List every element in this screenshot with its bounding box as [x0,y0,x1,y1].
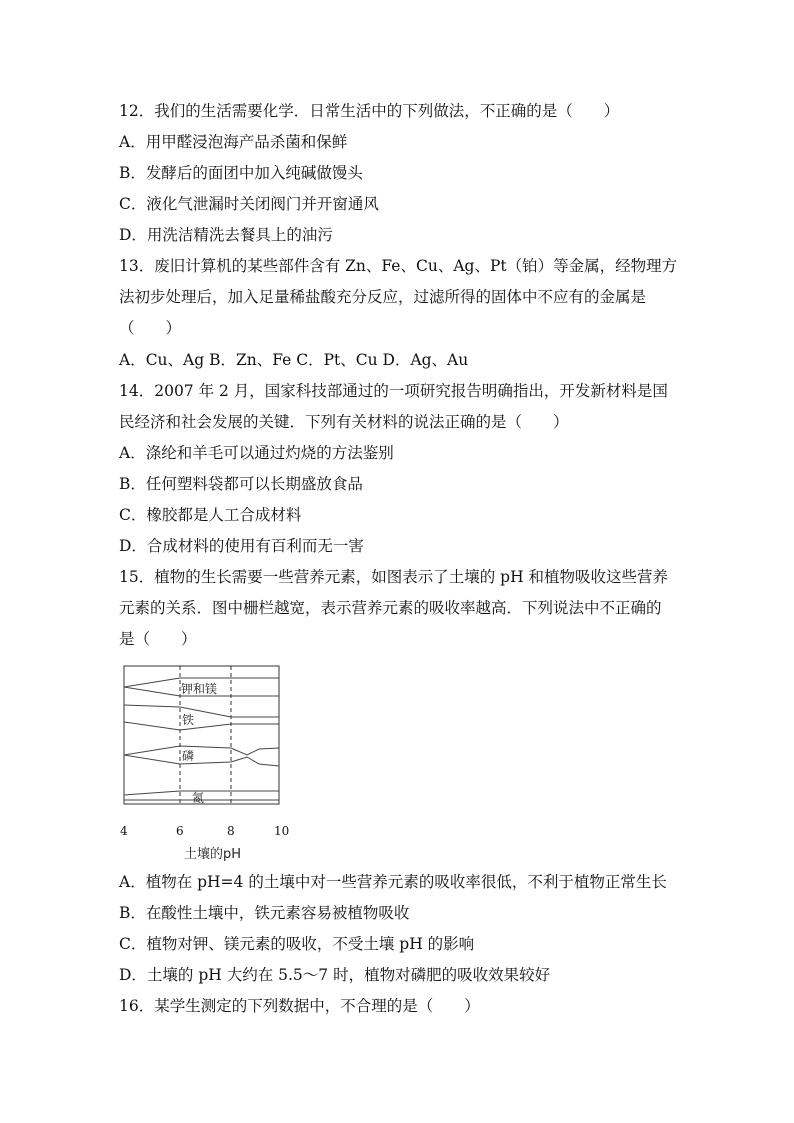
question-14-option-c: C．橡胶都是人工合成材料 [119,506,302,524]
band-label-k-mg: 钾和镁 [181,682,218,696]
question-14-option-a: A．涤纶和羊毛可以通过灼烧的方法鉴别 [119,444,394,462]
band-phosphorus [124,746,279,766]
question-15-option-d: D．土壤的 pH 大约在 5.5～7 时，植物对磷肥的吸收效果较好 [119,966,551,984]
question-14-stem-line-2: 民经济和社会发展的关键．下列有关材料的说法正确的是（ ） [119,413,569,431]
question-12-option-b: B．发酵后的面团中加入纯碱做馒头 [119,164,363,182]
band-label-fe: 铁 [182,713,195,727]
question-15-option-b: B．在酸性土壤中，铁元素容易被植物吸收 [119,904,410,922]
band-label-p: 磷 [182,749,195,763]
tick-4: 4 [120,824,128,838]
question-13-stem-line-3: （ ） [119,319,182,337]
tick-6: 6 [176,824,184,838]
band-iron [124,705,279,730]
ph-absorption-figure [114,660,304,865]
ph-absorption-diagram [114,660,304,865]
question-15-stem-line-2: 元素的关系．图中栅栏越宽，表示营养元素的吸收率越高．下列说法中不正确的 [119,599,662,617]
x-axis-label: 土壤的pH [184,847,242,862]
question-15-stem-line-3: 是（ ） [119,630,197,648]
question-16-stem: 16．某学生测定的下列数据中，不合理的是（ ） [119,997,480,1015]
tick-8: 8 [227,824,235,838]
question-13-stem-line-2: 法初步处理后，加入足量稀盐酸充分反应，过滤所得的固体中不应有的金属是 [119,288,647,306]
question-15-stem-line-1: 15．植物的生长需要一些营养元素，如图表示了土壤的 pH 和植物吸收这些营养 [119,568,669,586]
tick-10: 10 [274,824,290,838]
question-13-options: A．Cu、Ag B．Zn、Fe C．Pt、Cu D．Ag、Au [119,351,469,369]
question-12-option-a: A．用甲醛浸泡海产品杀菌和保鲜 [119,133,348,151]
band-nitrogen [124,791,279,805]
question-13-stem-line-1: 13．废旧计算机的某些部件含有 Zn、Fe、Cu、Ag、Pt（铂）等金属，经物理方 [119,257,678,275]
band-potassium-magnesium [124,678,279,696]
question-12-option-d: D．用洗洁精洗去餐具上的油污 [119,226,333,244]
question-12-stem: 12．我们的生活需要化学．日常生活中的下列做法，不正确的是（ ） [119,102,620,120]
question-14-stem-line-1: 14．2007 年 2 月，国家科技部通过的一项研究报告明确指出，开发新材料是国 [119,382,668,400]
band-label-n: 氮 [192,791,205,805]
question-14-option-b: B．任何塑料袋都可以长期盛放食品 [119,475,363,493]
question-15-option-a: A．植物在 pH=4 的土壤中对一些营养元素的吸收率很低，不利于植物正常生长 [119,873,667,891]
question-12-option-c: C．液化气泄漏时关闭阀门并开窗通风 [119,195,379,213]
question-14-option-d: D．合成材料的使用有百利而无一害 [119,537,364,555]
question-15-option-c: C．植物对钾、镁元素的吸收，不受土壤 pH 的影响 [119,935,475,953]
